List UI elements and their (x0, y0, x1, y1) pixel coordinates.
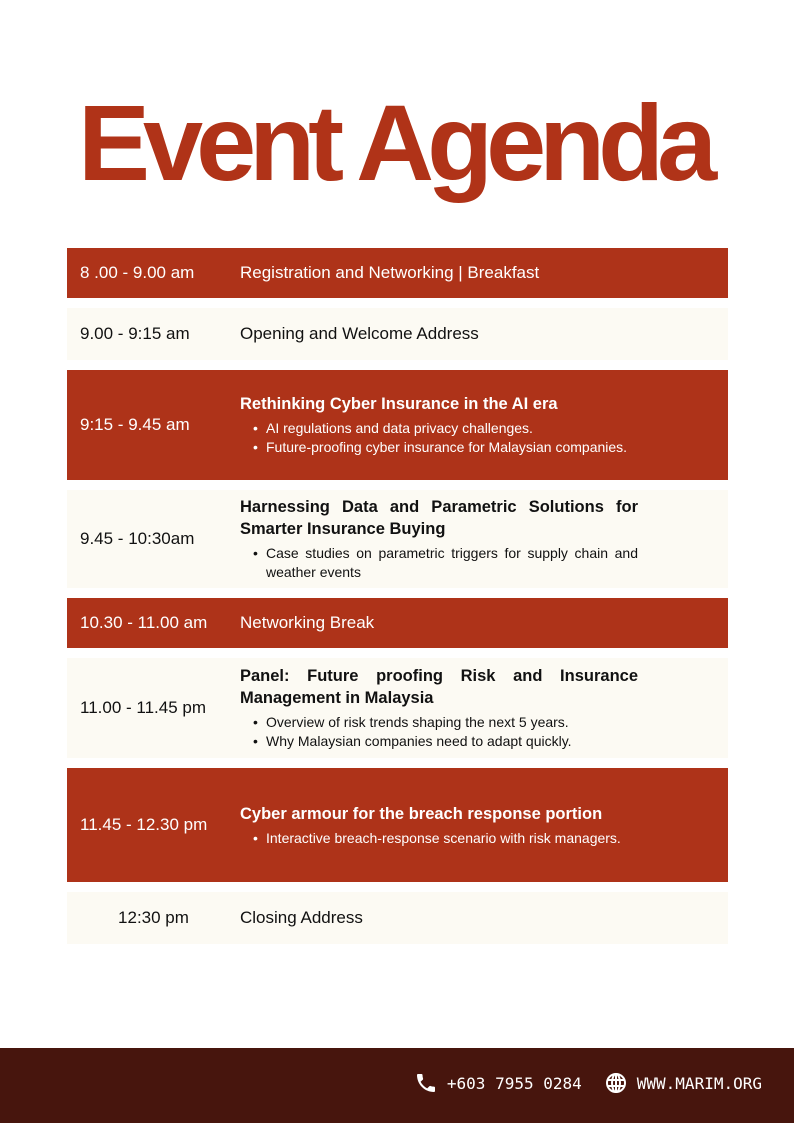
session-title: Panel: Future proofing Risk and Insurance Management in Malaysia (240, 667, 638, 707)
session-title: Cyber armour for the breach response portion (240, 804, 603, 823)
agenda-time: 8 .00 - 9.00 am (80, 263, 195, 282)
bullet-item: • Interactive breach-response scenario with risk managers. (266, 829, 638, 848)
agenda-row-panel (67, 658, 728, 758)
agenda-row-closing (67, 892, 728, 944)
bullet-item: • Case studies on parametric triggers for supply chain and weather events (266, 544, 638, 582)
agenda-time: 9.00 - 9:15 am (80, 324, 190, 343)
website-link[interactable]: WWW.MARIM.ORG (636, 1073, 762, 1093)
agenda-row-cyber-insurance (67, 370, 728, 480)
agenda-time: 12:30 pm (118, 908, 189, 927)
footer (0, 1048, 794, 1123)
page-title: Event Agenda (78, 82, 711, 203)
agenda-label: Opening and Welcome Address (240, 324, 479, 343)
bullet-item: • Future-proofing cyber insurance for Malaysian companies. (266, 438, 638, 457)
agenda-row-parametric (67, 490, 728, 588)
agenda-time: 11.45 - 12.30 pm (80, 815, 208, 834)
agenda-row-networking-break (67, 598, 728, 648)
session-bullets (240, 544, 638, 582)
session-bullets (240, 713, 638, 751)
bullet-item: • AI regulations and data privacy challenges. (266, 419, 638, 438)
agenda-time: 11.00 - 11.45 pm (80, 698, 207, 717)
agenda-time: 9.45 - 10:30am (80, 529, 195, 548)
agenda-row-cyber-armour (67, 768, 728, 882)
phone-number[interactable]: +603 7955 0284 (446, 1073, 582, 1093)
session-title: Harnessing Data and Parametric Solutions for Smarter Insurance Buying (240, 498, 638, 538)
agenda-row-registration (67, 248, 728, 298)
session-bullets (240, 829, 638, 848)
agenda-label: Networking Break (240, 613, 375, 632)
agenda-row-opening (67, 308, 728, 360)
globe-icon (604, 1071, 628, 1095)
contact-info (414, 1071, 762, 1095)
agenda-time: 10.30 - 11.00 am (80, 613, 208, 632)
agenda-time: 9:15 - 9.45 am (80, 415, 190, 434)
session-title: Rethinking Cyber Insurance in the AI era (240, 395, 558, 413)
phone-icon (414, 1071, 438, 1095)
agenda-label: Registration and Networking | Breakfast (240, 263, 540, 282)
session-bullets (240, 419, 638, 457)
bullet-item: • Why Malaysian companies need to adapt quickly. (266, 732, 638, 751)
bullet-item: • Overview of risk trends shaping the next 5 years. (266, 713, 638, 732)
agenda-table (67, 248, 728, 944)
agenda-label: Closing Address (240, 908, 363, 927)
